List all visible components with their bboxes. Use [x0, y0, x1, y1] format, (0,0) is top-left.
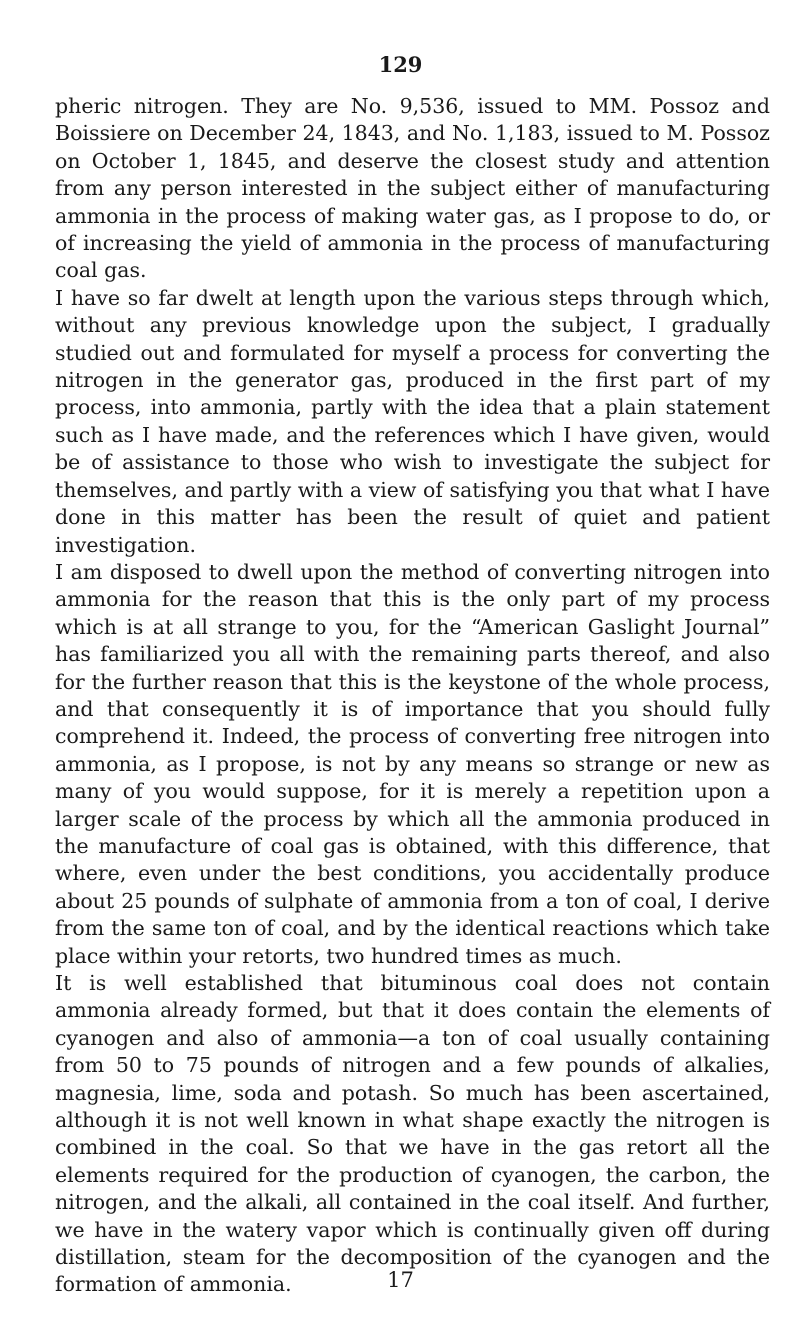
body-text — [55, 93, 770, 1299]
signature-mark: 17 — [387, 1268, 414, 1292]
paragraph-3: I am disposed to dwell upon the method of converting nitrogen into ammonia for the reason that this is the only part of my process which is at all strange to you, for the “American Gaslight Journal” has familiarized you all with the remaining parts thereof, and also for the further reason that this is the keystone of the whole process, and that consequently it is of importance that you should fully comprehend it. Indeed, the process of converting free nitrogen into ammonia, as I propose, is not by any means so strange or new as many of you would suppose, for it is merely a repetition upon a larger scale of the process by which all the ammonia produced in the manufacture of coal gas is obtained, with this difference, that where, even under the best conditions, you accidentally produce about 25 pounds of sulphate of ammonia from a ton of coal, I derive from the same ton of coal, and by the identical reactions which take place within your retorts, two hundred times as much. — [55, 559, 770, 968]
paragraph-4: It is well established that bituminous coal does not contain ammonia already formed, but that it does contain the elements of cyanogen and also of ammonia—a ton of coal usually containing from 50 to 75 pounds of nitrogen and a few pounds of alkalies, magnesia, lime, soda and potash. So much has been ascertained, although it is not well known in what shape exactly the nitrogen is combined in the coal. So that we have in the gas retort all the elements required for the production of cyanogen, the carbon, the nitrogen, and the alkali, all contained in the coal itself. And further, we have in the watery vapor which is continually given off during distillation, steam for the decomposition of the cyanogen and the formation of ammonia. — [55, 971, 770, 1297]
page-number: 129 — [378, 52, 423, 77]
paragraph-1: pheric nitrogen. They are No. 9,536, issued to MM. Possoz and Boissiere on December 24, 1843, and No. 1,183, issued to M. Possoz on October 1, 1845, and deserve the closest study and attention from any person interested in the subject either of manufacturing ammonia in the process of making water gas, as I propose to do, or of increasing the yield of ammonia in the process of manufacturing coal gas. — [55, 94, 770, 283]
paragraph-2: I have so far dwelt at length upon the various steps through which, without any previous knowledge upon the subject, I gradually studied out and formulated for myself a process for converting the nitrogen in the generator gas, produced in the first part of my process, into ammonia, partly with the idea that a plain statement such as I have made, and the references which I have given, would be of assistance to those who wish to investigate the subject for themselves, and partly with a view of satisfying you that what I have done in this matter has been the result of quiet and patient investigation. — [55, 285, 770, 557]
